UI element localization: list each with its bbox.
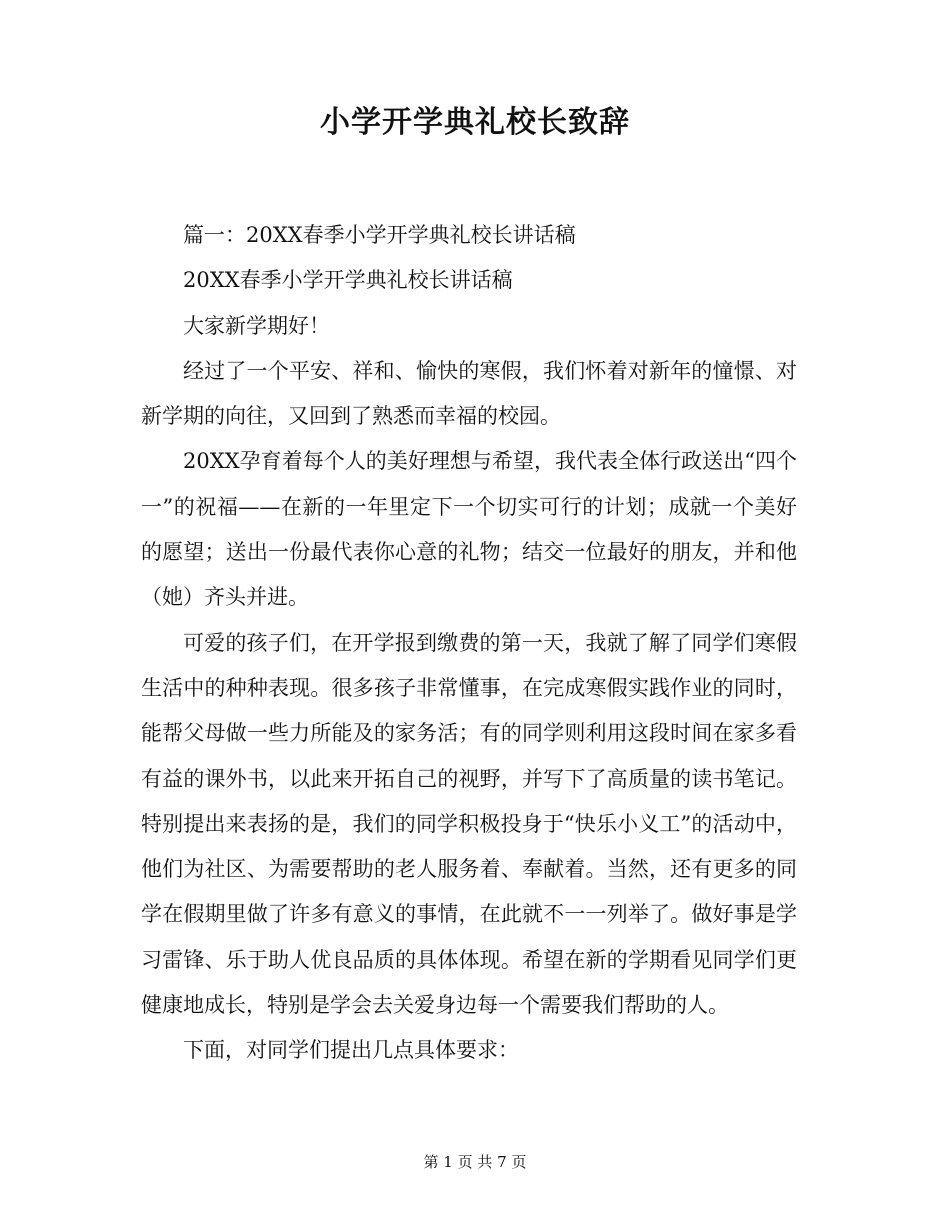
page-number-footer: 第 1 页 共 7 页 [423,1153,527,1171]
document-title: 小学开学典礼校长致辞 [320,105,630,140]
paragraph-body: 下面，对同学们提出几点具体要求： [183,1038,519,1063]
paragraph-body: 经过了一个平安、祥和、愉快的寒假，我们怀着对新年的憧憬、对新学期的向往，又回到了熟悉而幸福的校园。 [141,358,797,429]
paragraph-greeting: 大家新学期好！ [183,313,330,338]
paragraph-section-heading: 篇一：20XX春季小学开学典礼校长讲话稿 [183,223,576,247]
paragraph-speech-title: 20XX春季小学开学典礼校长讲话稿 [183,268,513,293]
paragraph-body: 可爱的孩子们，在开学报到缴费的第一天，我就了解了同学们寒假生活中的种种表现。很多孩子非常懂事，在完成寒假实践作业的同时，能帮父母做一些力所能及的家务活；有的同学则利用这段时间在家多看有益的课外书，以此来开拓自己的视野，并写下了高质量的读书笔记。特别提出来表扬的是，我们的同学积极投身于“快乐小义工”的活动中，他们为社区、为需要帮助的老人服务着、奉献着。当然，还有更多的同学在假期里做了许多有意义的事情，在此就不一一列举了。做好事是学习雷锋、乐于助人优良品质的具体体现。希望在新的学期看见同学们更健康地成长，特别是学会去关爱身边每一个需要我们帮助的人。 [141,630,797,1018]
document-body [141,213,797,1074]
paragraph-body: 20XX孕育着每个人的美好理想与希望，我代表全体行政送出“四个一”的祝福——在新的一年里定下一个切实可行的计划；成就一个美好的愿望；送出一份最代表你心意的礼物；结交一位最好的朋友，并和他（她）齐头并进。 [141,449,797,610]
